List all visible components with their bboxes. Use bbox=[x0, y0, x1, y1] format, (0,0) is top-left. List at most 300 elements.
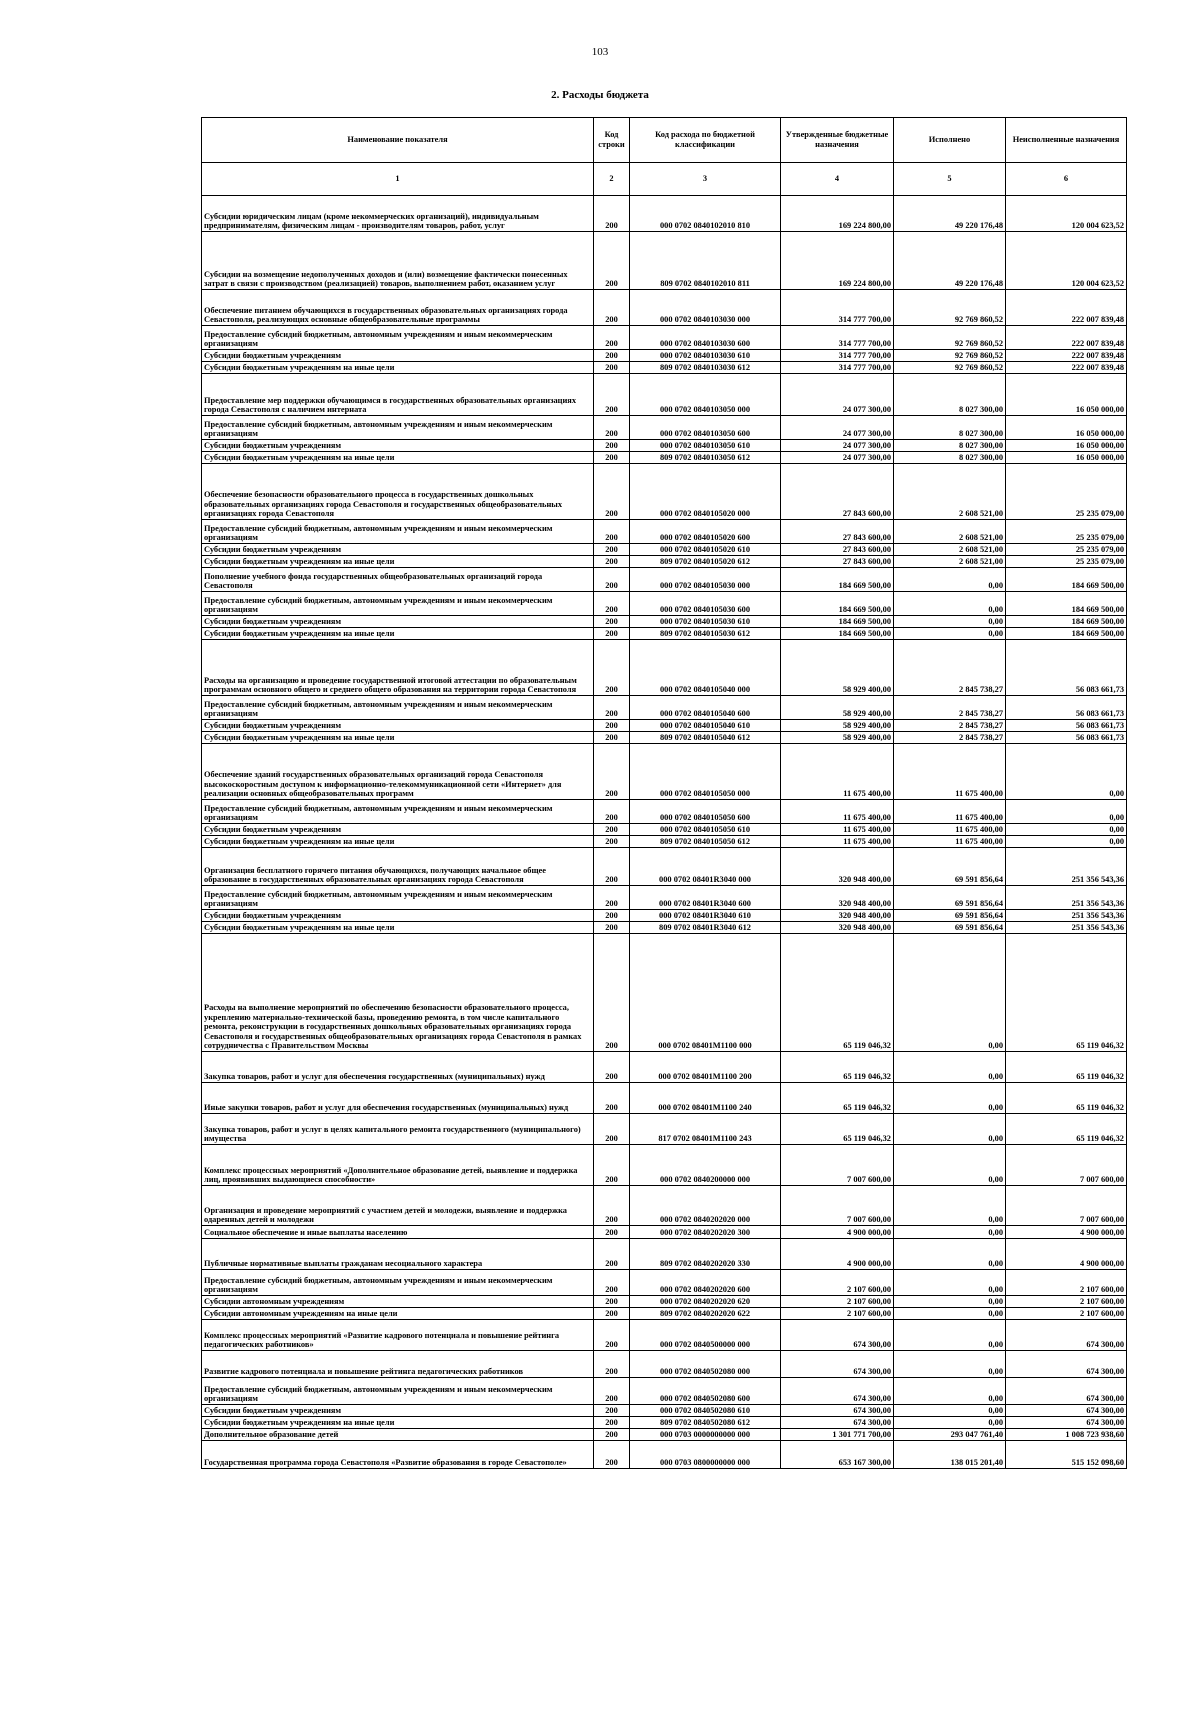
row-budget-code: 000 0702 0840500000 000 bbox=[630, 1320, 781, 1351]
row-unexecuted-amount: 25 235 079,00 bbox=[1006, 520, 1127, 544]
row-line-code: 200 bbox=[594, 290, 630, 326]
row-name: Субсидии бюджетным учреждениям bbox=[202, 720, 594, 732]
row-line-code: 200 bbox=[594, 886, 630, 910]
row-name: Расходы на организацию и проведение государственной итоговой аттестации по образовательным программам основного общего и среднего общего образования на территории города Севастополя bbox=[202, 640, 594, 696]
row-name: Субсидии бюджетным учреждениям на иные цели bbox=[202, 628, 594, 640]
row-line-code: 200 bbox=[594, 1417, 630, 1429]
row-name: Предоставление субсидий бюджетным, автономным учреждениям и иным некоммерческим организациям bbox=[202, 886, 594, 910]
row-approved-amount: 2 107 600,00 bbox=[781, 1308, 894, 1320]
row-unexecuted-amount: 16 050 000,00 bbox=[1006, 440, 1127, 452]
row-executed-amount: 2 608 521,00 bbox=[894, 520, 1006, 544]
row-approved-amount: 314 777 700,00 bbox=[781, 362, 894, 374]
row-unexecuted-amount: 674 300,00 bbox=[1006, 1417, 1127, 1429]
row-unexecuted-amount: 2 107 600,00 bbox=[1006, 1296, 1127, 1308]
row-approved-amount: 674 300,00 bbox=[781, 1320, 894, 1351]
row-line-code: 200 bbox=[594, 1114, 630, 1145]
table-row bbox=[202, 374, 1127, 416]
row-executed-amount: 0,00 bbox=[894, 1270, 1006, 1296]
row-budget-code: 000 0702 0840502080 000 bbox=[630, 1351, 781, 1378]
row-budget-code: 000 0702 0840105050 610 bbox=[630, 824, 781, 836]
row-name: Обеспечение безопасности образовательного процесса в государственных дошкольных образовательных организациях города Севастополя и государственных общеобразовательных организациях города Севастополя bbox=[202, 464, 594, 520]
row-name: Предоставление субсидий бюджетным, автономным учреждениям и иным некоммерческим организациям bbox=[202, 1270, 594, 1296]
table-row bbox=[202, 1417, 1127, 1429]
table-row bbox=[202, 196, 1127, 232]
row-unexecuted-amount: 65 119 046,32 bbox=[1006, 1052, 1127, 1083]
table-row bbox=[202, 1083, 1127, 1114]
row-unexecuted-amount: 16 050 000,00 bbox=[1006, 374, 1127, 416]
table-row bbox=[202, 910, 1127, 922]
row-budget-code: 809 0702 0840105050 612 bbox=[630, 836, 781, 848]
row-unexecuted-amount: 674 300,00 bbox=[1006, 1378, 1127, 1405]
row-unexecuted-amount: 7 007 600,00 bbox=[1006, 1145, 1127, 1186]
row-line-code: 200 bbox=[594, 1296, 630, 1308]
row-approved-amount: 11 675 400,00 bbox=[781, 836, 894, 848]
row-budget-code: 000 0702 0840200000 000 bbox=[630, 1145, 781, 1186]
row-name: Обеспечение питанием обучающихся в государственных образовательных организациях города Севастополя, реализующих основные общеобразовательные программы bbox=[202, 290, 594, 326]
row-budget-code: 000 0702 0840105040 610 bbox=[630, 720, 781, 732]
row-line-code: 200 bbox=[594, 1226, 630, 1239]
row-approved-amount: 4 900 000,00 bbox=[781, 1239, 894, 1270]
column-header-approved: Утвержденные бюджетные назначения bbox=[781, 118, 894, 163]
column-number: 2 bbox=[594, 163, 630, 196]
row-name: Субсидии бюджетным учреждениям на иные цели bbox=[202, 452, 594, 464]
row-line-code: 200 bbox=[594, 848, 630, 886]
row-executed-amount: 11 675 400,00 bbox=[894, 824, 1006, 836]
row-budget-code: 817 0702 08401M1100 243 bbox=[630, 1114, 781, 1145]
row-executed-amount: 2 845 738,27 bbox=[894, 720, 1006, 732]
table-row bbox=[202, 720, 1127, 732]
row-budget-code: 000 0702 0840103030 600 bbox=[630, 326, 781, 350]
row-budget-code: 000 0702 0840103050 000 bbox=[630, 374, 781, 416]
row-unexecuted-amount: 222 007 839,48 bbox=[1006, 290, 1127, 326]
row-name: Субсидии автономным учреждениям на иные цели bbox=[202, 1308, 594, 1320]
row-unexecuted-amount: 56 083 661,73 bbox=[1006, 640, 1127, 696]
table-row bbox=[202, 1270, 1127, 1296]
table-header-row bbox=[202, 118, 1127, 163]
table-row bbox=[202, 290, 1127, 326]
row-line-code: 200 bbox=[594, 836, 630, 848]
row-budget-code: 000 0702 08401M1100 240 bbox=[630, 1083, 781, 1114]
row-name: Предоставление субсидий бюджетным, автономным учреждениям и иным некоммерческим организациям bbox=[202, 592, 594, 616]
row-budget-code: 000 0702 0840105050 000 bbox=[630, 744, 781, 800]
column-header-unexecuted: Неисполненные назначения bbox=[1006, 118, 1127, 163]
column-number: 6 bbox=[1006, 163, 1127, 196]
row-budget-code: 000 0702 0840105020 610 bbox=[630, 544, 781, 556]
row-name: Предоставление субсидий бюджетным, автономным учреждениям и иным некоммерческим организациям bbox=[202, 416, 594, 440]
row-budget-code: 809 0702 0840105040 612 bbox=[630, 732, 781, 744]
row-executed-amount: 138 015 201,40 bbox=[894, 1441, 1006, 1469]
row-line-code: 200 bbox=[594, 1239, 630, 1270]
row-executed-amount: 8 027 300,00 bbox=[894, 452, 1006, 464]
row-line-code: 200 bbox=[594, 1378, 630, 1405]
row-name: Социальное обеспечение и иные выплаты населению bbox=[202, 1226, 594, 1239]
table-row bbox=[202, 568, 1127, 592]
table-body bbox=[202, 196, 1127, 1469]
row-approved-amount: 24 077 300,00 bbox=[781, 440, 894, 452]
row-executed-amount: 69 591 856,64 bbox=[894, 922, 1006, 934]
table-row bbox=[202, 848, 1127, 886]
row-approved-amount: 4 900 000,00 bbox=[781, 1226, 894, 1239]
row-line-code: 200 bbox=[594, 922, 630, 934]
row-approved-amount: 58 929 400,00 bbox=[781, 696, 894, 720]
row-approved-amount: 320 948 400,00 bbox=[781, 922, 894, 934]
row-approved-amount: 314 777 700,00 bbox=[781, 290, 894, 326]
table-row bbox=[202, 934, 1127, 1052]
table-row bbox=[202, 1378, 1127, 1405]
column-number: 3 bbox=[630, 163, 781, 196]
row-executed-amount: 0,00 bbox=[894, 1308, 1006, 1320]
row-unexecuted-amount: 65 119 046,32 bbox=[1006, 934, 1127, 1052]
row-unexecuted-amount: 0,00 bbox=[1006, 800, 1127, 824]
table-row bbox=[202, 1239, 1127, 1270]
row-approved-amount: 314 777 700,00 bbox=[781, 350, 894, 362]
row-executed-amount: 0,00 bbox=[894, 1145, 1006, 1186]
row-executed-amount: 0,00 bbox=[894, 1405, 1006, 1417]
row-unexecuted-amount: 0,00 bbox=[1006, 744, 1127, 800]
row-budget-code: 000 0702 0840105030 610 bbox=[630, 616, 781, 628]
row-unexecuted-amount: 25 235 079,00 bbox=[1006, 556, 1127, 568]
row-approved-amount: 24 077 300,00 bbox=[781, 452, 894, 464]
row-line-code: 200 bbox=[594, 800, 630, 824]
table-row bbox=[202, 326, 1127, 350]
row-budget-code: 000 0702 08401R3040 600 bbox=[630, 886, 781, 910]
row-line-code: 200 bbox=[594, 440, 630, 452]
row-approved-amount: 11 675 400,00 bbox=[781, 824, 894, 836]
row-budget-code: 809 0702 0840202020 622 bbox=[630, 1308, 781, 1320]
row-executed-amount: 0,00 bbox=[894, 568, 1006, 592]
row-budget-code: 000 0702 0840105050 600 bbox=[630, 800, 781, 824]
row-unexecuted-amount: 251 356 543,36 bbox=[1006, 886, 1127, 910]
row-approved-amount: 320 948 400,00 bbox=[781, 886, 894, 910]
row-name: Комплекс процессных мероприятий «Развитие кадрового потенциала и повышение рейтинга педагогических работников» bbox=[202, 1320, 594, 1351]
row-executed-amount: 11 675 400,00 bbox=[894, 836, 1006, 848]
row-approved-amount: 2 107 600,00 bbox=[781, 1296, 894, 1308]
row-budget-code: 000 0702 08401M1100 000 bbox=[630, 934, 781, 1052]
table-row bbox=[202, 1429, 1127, 1441]
row-executed-amount: 0,00 bbox=[894, 1320, 1006, 1351]
row-unexecuted-amount: 4 900 000,00 bbox=[1006, 1226, 1127, 1239]
row-unexecuted-amount: 222 007 839,48 bbox=[1006, 350, 1127, 362]
row-approved-amount: 58 929 400,00 bbox=[781, 732, 894, 744]
row-approved-amount: 674 300,00 bbox=[781, 1405, 894, 1417]
row-line-code: 200 bbox=[594, 1145, 630, 1186]
row-unexecuted-amount: 56 083 661,73 bbox=[1006, 720, 1127, 732]
table-row bbox=[202, 232, 1127, 290]
row-line-code: 200 bbox=[594, 1320, 630, 1351]
table-row bbox=[202, 1441, 1127, 1469]
row-executed-amount: 2 845 738,27 bbox=[894, 640, 1006, 696]
row-line-code: 200 bbox=[594, 1351, 630, 1378]
row-unexecuted-amount: 184 669 500,00 bbox=[1006, 568, 1127, 592]
row-unexecuted-amount: 674 300,00 bbox=[1006, 1405, 1127, 1417]
row-executed-amount: 0,00 bbox=[894, 592, 1006, 616]
row-unexecuted-amount: 4 900 000,00 bbox=[1006, 1239, 1127, 1270]
page-number: 103 bbox=[591, 46, 609, 58]
row-executed-amount: 8 027 300,00 bbox=[894, 440, 1006, 452]
column-number: 4 bbox=[781, 163, 894, 196]
row-unexecuted-amount: 184 669 500,00 bbox=[1006, 628, 1127, 640]
table-row bbox=[202, 350, 1127, 362]
row-name: Расходы на выполнение мероприятий по обеспечению безопасности образовательного процесса, укреплению материально-технической базы, проведению ремонта, в том числе капитального ремонта, реконструкции в государственных дошкольных образовательных организациях города Севастополя и государственных общеобразовательных организациях города Севастополя в рамках сотрудничества с Правительством Москвы bbox=[202, 934, 594, 1052]
column-header-executed: Исполнено bbox=[894, 118, 1006, 163]
row-unexecuted-amount: 65 119 046,32 bbox=[1006, 1083, 1127, 1114]
row-approved-amount: 1 301 771 700,00 bbox=[781, 1429, 894, 1441]
table-row bbox=[202, 800, 1127, 824]
row-name: Субсидии бюджетным учреждениям bbox=[202, 1405, 594, 1417]
row-approved-amount: 11 675 400,00 bbox=[781, 800, 894, 824]
table-row bbox=[202, 362, 1127, 374]
table-row bbox=[202, 592, 1127, 616]
row-name: Иные закупки товаров, работ и услуг для обеспечения государственных (муниципальных) нужд bbox=[202, 1083, 594, 1114]
row-executed-amount: 0,00 bbox=[894, 934, 1006, 1052]
table-row bbox=[202, 1308, 1127, 1320]
row-budget-code: 809 0702 0840105030 612 bbox=[630, 628, 781, 640]
table-row bbox=[202, 520, 1127, 544]
budget-expenses-table bbox=[201, 117, 1127, 1469]
row-budget-code: 809 0702 0840202020 330 bbox=[630, 1239, 781, 1270]
table-row bbox=[202, 1296, 1127, 1308]
row-line-code: 200 bbox=[594, 232, 630, 290]
row-line-code: 200 bbox=[594, 696, 630, 720]
row-executed-amount: 0,00 bbox=[894, 1417, 1006, 1429]
table-row bbox=[202, 464, 1127, 520]
table-row bbox=[202, 1186, 1127, 1226]
row-unexecuted-amount: 674 300,00 bbox=[1006, 1351, 1127, 1378]
row-line-code: 200 bbox=[594, 544, 630, 556]
row-budget-code: 809 0702 0840103050 612 bbox=[630, 452, 781, 464]
row-budget-code: 000 0702 0840105030 600 bbox=[630, 592, 781, 616]
row-line-code: 200 bbox=[594, 628, 630, 640]
row-approved-amount: 65 119 046,32 bbox=[781, 934, 894, 1052]
row-line-code: 200 bbox=[594, 556, 630, 568]
row-budget-code: 000 0702 0840502080 610 bbox=[630, 1405, 781, 1417]
row-budget-code: 000 0702 0840105030 000 bbox=[630, 568, 781, 592]
row-approved-amount: 674 300,00 bbox=[781, 1417, 894, 1429]
table-row bbox=[202, 1320, 1127, 1351]
row-executed-amount: 0,00 bbox=[894, 1296, 1006, 1308]
row-approved-amount: 169 224 800,00 bbox=[781, 196, 894, 232]
row-approved-amount: 169 224 800,00 bbox=[781, 232, 894, 290]
row-executed-amount: 0,00 bbox=[894, 628, 1006, 640]
row-line-code: 200 bbox=[594, 934, 630, 1052]
row-executed-amount: 0,00 bbox=[894, 1351, 1006, 1378]
row-executed-amount: 0,00 bbox=[894, 1083, 1006, 1114]
row-executed-amount: 69 591 856,64 bbox=[894, 848, 1006, 886]
row-line-code: 200 bbox=[594, 616, 630, 628]
row-unexecuted-amount: 16 050 000,00 bbox=[1006, 416, 1127, 440]
row-line-code: 200 bbox=[594, 720, 630, 732]
row-unexecuted-amount: 25 235 079,00 bbox=[1006, 544, 1127, 556]
row-line-code: 200 bbox=[594, 374, 630, 416]
row-line-code: 200 bbox=[594, 1270, 630, 1296]
row-approved-amount: 320 948 400,00 bbox=[781, 848, 894, 886]
row-executed-amount: 0,00 bbox=[894, 1226, 1006, 1239]
row-unexecuted-amount: 251 356 543,36 bbox=[1006, 848, 1127, 886]
row-unexecuted-amount: 65 119 046,32 bbox=[1006, 1114, 1127, 1145]
row-executed-amount: 92 769 860,52 bbox=[894, 290, 1006, 326]
row-budget-code: 000 0702 0840102010 810 bbox=[630, 196, 781, 232]
row-name: Субсидии бюджетным учреждениям на иные цели bbox=[202, 732, 594, 744]
row-budget-code: 000 0702 0840103050 600 bbox=[630, 416, 781, 440]
table-row bbox=[202, 556, 1127, 568]
row-name: Субсидии бюджетным учреждениям bbox=[202, 544, 594, 556]
table-row bbox=[202, 1405, 1127, 1417]
row-unexecuted-amount: 16 050 000,00 bbox=[1006, 452, 1127, 464]
row-approved-amount: 184 669 500,00 bbox=[781, 628, 894, 640]
row-line-code: 200 bbox=[594, 520, 630, 544]
row-executed-amount: 2 845 738,27 bbox=[894, 696, 1006, 720]
row-line-code: 200 bbox=[594, 362, 630, 374]
row-line-code: 200 bbox=[594, 464, 630, 520]
row-executed-amount: 92 769 860,52 bbox=[894, 326, 1006, 350]
row-line-code: 200 bbox=[594, 350, 630, 362]
row-budget-code: 000 0703 0800000000 000 bbox=[630, 1441, 781, 1469]
table-row bbox=[202, 824, 1127, 836]
row-line-code: 200 bbox=[594, 640, 630, 696]
table-row bbox=[202, 440, 1127, 452]
row-unexecuted-amount: 1 008 723 938,60 bbox=[1006, 1429, 1127, 1441]
row-line-code: 200 bbox=[594, 732, 630, 744]
row-unexecuted-amount: 0,00 bbox=[1006, 836, 1127, 848]
row-executed-amount: 2 608 521,00 bbox=[894, 544, 1006, 556]
column-header-line-code: Код строки bbox=[594, 118, 630, 163]
table-title: 2. Расходы бюджета bbox=[551, 89, 649, 101]
row-unexecuted-amount: 2 107 600,00 bbox=[1006, 1308, 1127, 1320]
row-budget-code: 000 0702 08401R3040 000 bbox=[630, 848, 781, 886]
row-line-code: 200 bbox=[594, 326, 630, 350]
row-line-code: 200 bbox=[594, 1186, 630, 1226]
row-budget-code: 000 0702 0840105020 000 bbox=[630, 464, 781, 520]
row-budget-code: 809 0702 0840102010 811 bbox=[630, 232, 781, 290]
table-row bbox=[202, 1052, 1127, 1083]
row-executed-amount: 0,00 bbox=[894, 1052, 1006, 1083]
row-line-code: 200 bbox=[594, 1405, 630, 1417]
row-name: Организация и проведение мероприятий с участием детей и молодежи, выявление и поддержка одаренных детей и молодежи bbox=[202, 1186, 594, 1226]
row-executed-amount: 49 220 176,48 bbox=[894, 232, 1006, 290]
row-approved-amount: 65 119 046,32 bbox=[781, 1114, 894, 1145]
row-name: Обеспечение зданий государственных образовательных организаций города Севастополя высокоскоростным доступом к информационно-телекоммуникационной сети «Интернет» для реализации основных общеобразовательных программ bbox=[202, 744, 594, 800]
row-unexecuted-amount: 251 356 543,36 bbox=[1006, 910, 1127, 922]
table-row bbox=[202, 732, 1127, 744]
row-budget-code: 809 0702 0840105020 612 bbox=[630, 556, 781, 568]
row-approved-amount: 58 929 400,00 bbox=[781, 640, 894, 696]
row-name: Предоставление мер поддержки обучающимся в государственных образовательных организациях города Севастополя с наличием интерната bbox=[202, 374, 594, 416]
row-approved-amount: 11 675 400,00 bbox=[781, 744, 894, 800]
row-name: Организация бесплатного горячего питания обучающихся, получающих начальное общее образование в государственных образовательных организациях города Севастополя bbox=[202, 848, 594, 886]
table-row bbox=[202, 696, 1127, 720]
row-line-code: 200 bbox=[594, 1083, 630, 1114]
row-approved-amount: 27 843 600,00 bbox=[781, 544, 894, 556]
row-budget-code: 809 0702 0840103030 612 bbox=[630, 362, 781, 374]
row-executed-amount: 0,00 bbox=[894, 616, 1006, 628]
row-line-code: 200 bbox=[594, 744, 630, 800]
row-name: Государственная программа города Севастополя «Развитие образования в городе Севастополе» bbox=[202, 1441, 594, 1469]
row-name: Субсидии юридическим лицам (кроме некоммерческих организаций), индивидуальным предпринимателям, физическим лицам - производителям товаров, работ, услуг bbox=[202, 196, 594, 232]
row-executed-amount: 2 608 521,00 bbox=[894, 556, 1006, 568]
row-name: Дополнительное образование детей bbox=[202, 1429, 594, 1441]
row-approved-amount: 27 843 600,00 bbox=[781, 556, 894, 568]
row-budget-code: 000 0702 0840103050 610 bbox=[630, 440, 781, 452]
row-name: Комплекс процессных мероприятий «Дополнительное образование детей, выявление и поддержка лиц, проявивших выдающиеся способности» bbox=[202, 1145, 594, 1186]
row-unexecuted-amount: 2 107 600,00 bbox=[1006, 1270, 1127, 1296]
column-number-row bbox=[202, 163, 1127, 196]
row-budget-code: 000 0702 0840103030 610 bbox=[630, 350, 781, 362]
column-header-name: Наименование показателя bbox=[202, 118, 594, 163]
row-budget-code: 000 0702 0840202020 300 bbox=[630, 1226, 781, 1239]
row-budget-code: 000 0702 0840502080 600 bbox=[630, 1378, 781, 1405]
row-name: Субсидии бюджетным учреждениям bbox=[202, 824, 594, 836]
row-line-code: 200 bbox=[594, 568, 630, 592]
table-row bbox=[202, 922, 1127, 934]
row-executed-amount: 293 047 761,40 bbox=[894, 1429, 1006, 1441]
row-unexecuted-amount: 56 083 661,73 bbox=[1006, 732, 1127, 744]
row-executed-amount: 2 845 738,27 bbox=[894, 732, 1006, 744]
row-line-code: 200 bbox=[594, 824, 630, 836]
row-budget-code: 000 0702 0840105020 600 bbox=[630, 520, 781, 544]
row-name: Субсидии бюджетным учреждениям bbox=[202, 910, 594, 922]
row-line-code: 200 bbox=[594, 1052, 630, 1083]
table-row bbox=[202, 886, 1127, 910]
row-executed-amount: 0,00 bbox=[894, 1114, 1006, 1145]
table-row bbox=[202, 616, 1127, 628]
row-unexecuted-amount: 222 007 839,48 bbox=[1006, 362, 1127, 374]
row-approved-amount: 184 669 500,00 bbox=[781, 616, 894, 628]
row-line-code: 200 bbox=[594, 1429, 630, 1441]
row-executed-amount: 2 608 521,00 bbox=[894, 464, 1006, 520]
row-approved-amount: 27 843 600,00 bbox=[781, 520, 894, 544]
row-name: Предоставление субсидий бюджетным, автономным учреждениям и иным некоммерческим организациям bbox=[202, 696, 594, 720]
table-row bbox=[202, 1351, 1127, 1378]
row-unexecuted-amount: 120 004 623,52 bbox=[1006, 232, 1127, 290]
row-unexecuted-amount: 7 007 600,00 bbox=[1006, 1186, 1127, 1226]
row-name: Предоставление субсидий бюджетным, автономным учреждениям и иным некоммерческим организациям bbox=[202, 326, 594, 350]
row-line-code: 200 bbox=[594, 1308, 630, 1320]
row-budget-code: 000 0702 0840105040 000 bbox=[630, 640, 781, 696]
row-unexecuted-amount: 120 004 623,52 bbox=[1006, 196, 1127, 232]
row-unexecuted-amount: 25 235 079,00 bbox=[1006, 464, 1127, 520]
row-approved-amount: 24 077 300,00 bbox=[781, 416, 894, 440]
row-executed-amount: 92 769 860,52 bbox=[894, 362, 1006, 374]
row-approved-amount: 184 669 500,00 bbox=[781, 592, 894, 616]
row-executed-amount: 11 675 400,00 bbox=[894, 744, 1006, 800]
row-executed-amount: 69 591 856,64 bbox=[894, 910, 1006, 922]
row-approved-amount: 7 007 600,00 bbox=[781, 1145, 894, 1186]
row-unexecuted-amount: 515 152 098,60 bbox=[1006, 1441, 1127, 1469]
row-unexecuted-amount: 251 356 543,36 bbox=[1006, 922, 1127, 934]
row-budget-code: 000 0702 0840103030 000 bbox=[630, 290, 781, 326]
column-header-budget-code: Код расхода по бюджетной классификации bbox=[630, 118, 781, 163]
row-name: Субсидии бюджетным учреждениям на иные цели bbox=[202, 836, 594, 848]
table-row bbox=[202, 744, 1127, 800]
row-name: Субсидии бюджетным учреждениям на иные цели bbox=[202, 922, 594, 934]
row-name: Субсидии автономным учреждениям bbox=[202, 1296, 594, 1308]
row-executed-amount: 8 027 300,00 bbox=[894, 416, 1006, 440]
table-row bbox=[202, 836, 1127, 848]
table-row bbox=[202, 628, 1127, 640]
row-name: Субсидии бюджетным учреждениям на иные цели bbox=[202, 1417, 594, 1429]
row-name: Предоставление субсидий бюджетным, автономным учреждениям и иным некоммерческим организациям bbox=[202, 520, 594, 544]
table-row bbox=[202, 544, 1127, 556]
row-approved-amount: 7 007 600,00 bbox=[781, 1186, 894, 1226]
column-number: 5 bbox=[894, 163, 1006, 196]
row-approved-amount: 58 929 400,00 bbox=[781, 720, 894, 732]
row-executed-amount: 8 027 300,00 bbox=[894, 374, 1006, 416]
row-approved-amount: 674 300,00 bbox=[781, 1351, 894, 1378]
row-approved-amount: 184 669 500,00 bbox=[781, 568, 894, 592]
row-executed-amount: 11 675 400,00 bbox=[894, 800, 1006, 824]
row-executed-amount: 49 220 176,48 bbox=[894, 196, 1006, 232]
row-approved-amount: 653 167 300,00 bbox=[781, 1441, 894, 1469]
